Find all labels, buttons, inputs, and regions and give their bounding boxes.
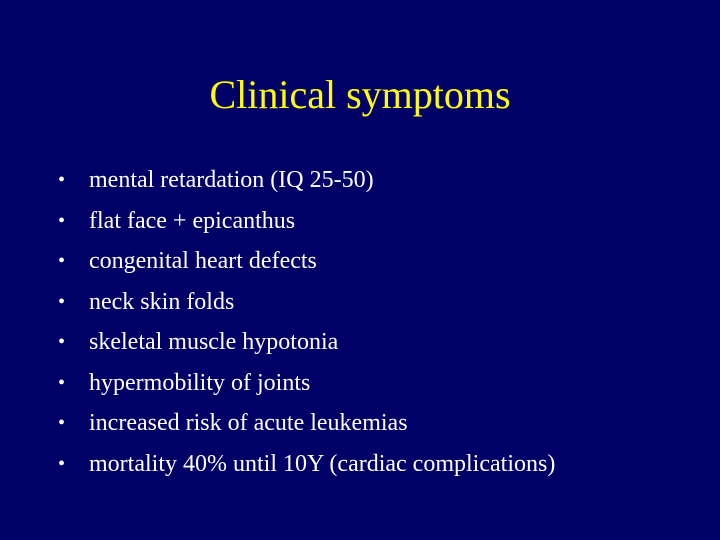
bullet-marker: • — [58, 452, 66, 475]
bullet-marker: • — [58, 412, 66, 434]
bullet-text: skeletal muscle hypotonia — [89, 329, 339, 355]
bullet-marker: • — [58, 209, 66, 232]
bullet-text: hypermobility of joints — [89, 369, 311, 396]
bullet-text: mental retardation (IQ 25-50) — [89, 167, 374, 193]
bullet-text: neck skin folds — [89, 288, 235, 315]
bullet-text: increased risk of acute leukemias — [89, 410, 408, 436]
bullet-text: flat face + epicanthus — [89, 207, 296, 234]
bullet-marker: • — [58, 250, 66, 272]
bullet-text: congenital heart defects — [89, 248, 317, 274]
bullet-text: mortality 40% until 10Y (cardiac complications) — [89, 450, 556, 477]
bullet-marker: • — [58, 331, 66, 353]
bullet-marker: • — [58, 169, 66, 191]
bullet-marker: • — [58, 290, 66, 313]
bullet-marker: • — [58, 371, 66, 394]
slide-title: Clinical symptoms — [209, 72, 511, 117]
